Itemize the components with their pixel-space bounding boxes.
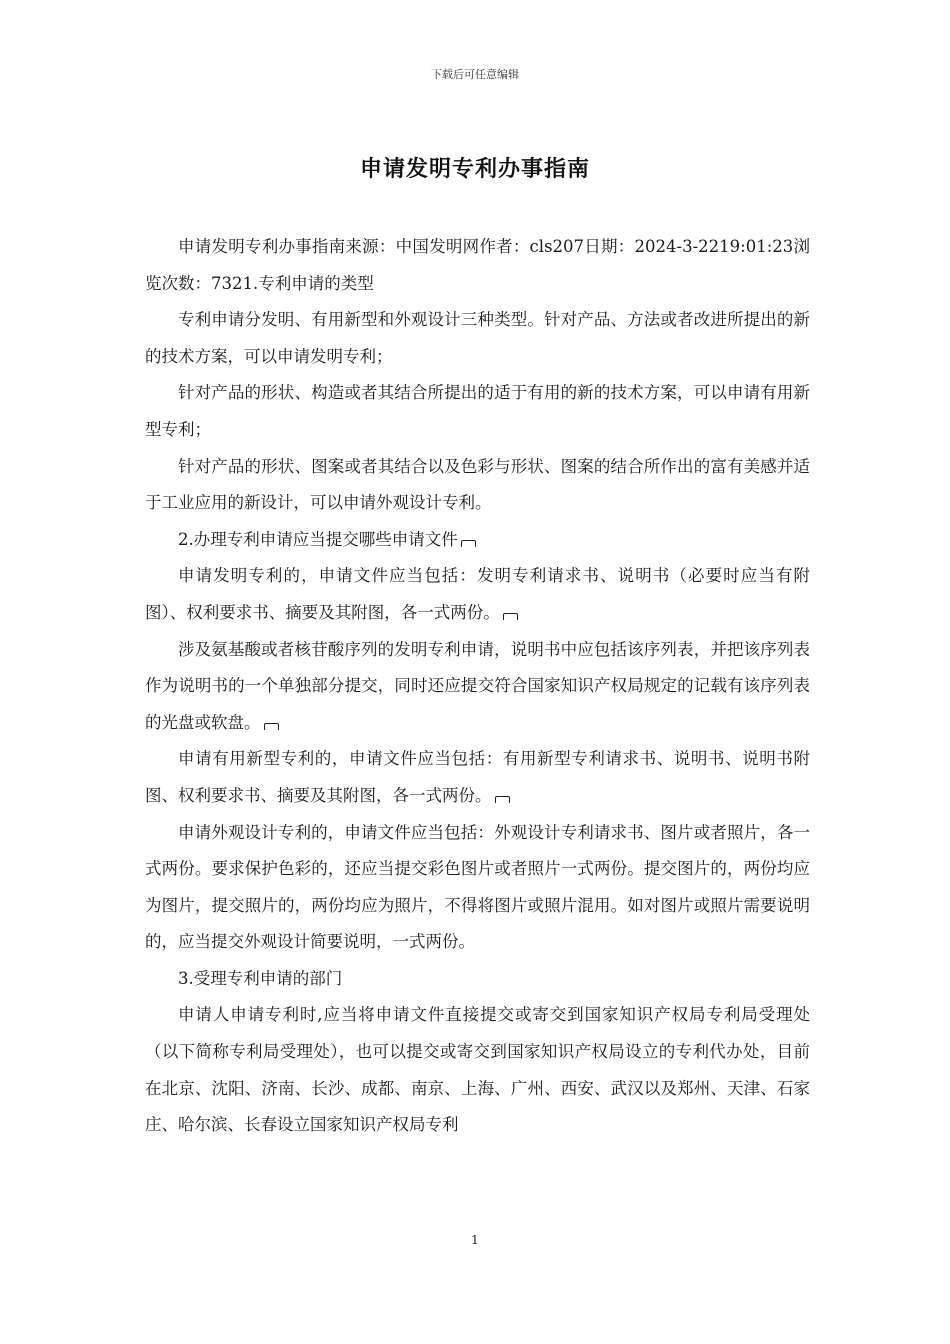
paragraph-invention-files: 申请发明专利的，申请文件应当包括：发明专利请求书、说明书（必要时应当有附图）、权利要求书、摘要及其附图，各一式两份。 [145, 566, 810, 622]
header-note: 下载后可任意编辑 [431, 68, 519, 81]
paragraph-mark-icon [264, 723, 279, 730]
paragraph-mark-icon [495, 796, 510, 803]
paragraph-offices: 申请人申请专利时,应当将申请文件直接提交或寄交到国家知识产权局专利局受理处（以下简称专利局受理处），也可以提交或寄交到国家知识产权局设立的专利代办处，目前在北京、沈阳、济南、长沙、成都、南京、上海、广州、西安、武汉以及郑州、天津、石家庄、哈尔滨、长春设立国家知识产权局专利 [145, 1005, 810, 1135]
paragraph-utility-files: 申请有用新型专利的，申请文件应当包括：有用新型专利请求书、说明书、说明书附图、权利要求书、摘要及其附图，各一式两份。 [145, 749, 810, 805]
document-title: 申请发明专利办事指南 [359, 157, 590, 182]
page-number: 1 [471, 1233, 479, 1247]
paragraph-types: 专利申请分发明、有用新型和外观设计三种类型。针对产品、方法或者改进所提出的新的技术方案，可以申请发明专利； [145, 310, 810, 366]
paragraph-design: 针对产品的形状、图案或者其结合以及色彩与形状、图案的结合所作出的富有美感并适于工业应用的新设计，可以申请外观设计专利。 [145, 456, 810, 513]
paragraph-mark-icon [503, 613, 518, 620]
paragraph-sequence: 涉及氨基酸或者核苷酸序列的发明专利申请，说明书中应包括该序列表，并把该序列表作为说明书的一个单独部分提交，同时还应提交符合国家知识产权局规定的记载有该序列表的光盘或软盘。 [145, 639, 810, 732]
paragraph-mark-icon [461, 540, 476, 547]
document-body [145, 229, 810, 1144]
paragraph-utility-model: 针对产品的形状、构造或者其结合所提出的适于有用的新的技术方案，可以申请有用新型专利； [145, 383, 810, 439]
section-heading-3: 3.受理专利申请的部门 [178, 968, 343, 988]
paragraph-intro: 申请发明专利办事指南来源：中国发明网作者：cls207日期：2024-3-2219:01:23浏览次数：7321.专利申请的类型 [145, 237, 810, 293]
section-heading-2: 2.办理专利申请应当提交哪些申请文件 [145, 522, 810, 559]
paragraph-design-files: 申请外观设计专利的，申请文件应当包括：外观设计专利请求书、图片或者照片，各一式两份。要求保护色彩的，还应当提交彩色图片或者照片一式两份。提交图片的，两份均应为图片，提交照片的，两份均应为照片，不得将图片或照片混用。如对图片或照片需要说明的，应当提交外观设计简要说明，一式两份。 [145, 822, 810, 952]
